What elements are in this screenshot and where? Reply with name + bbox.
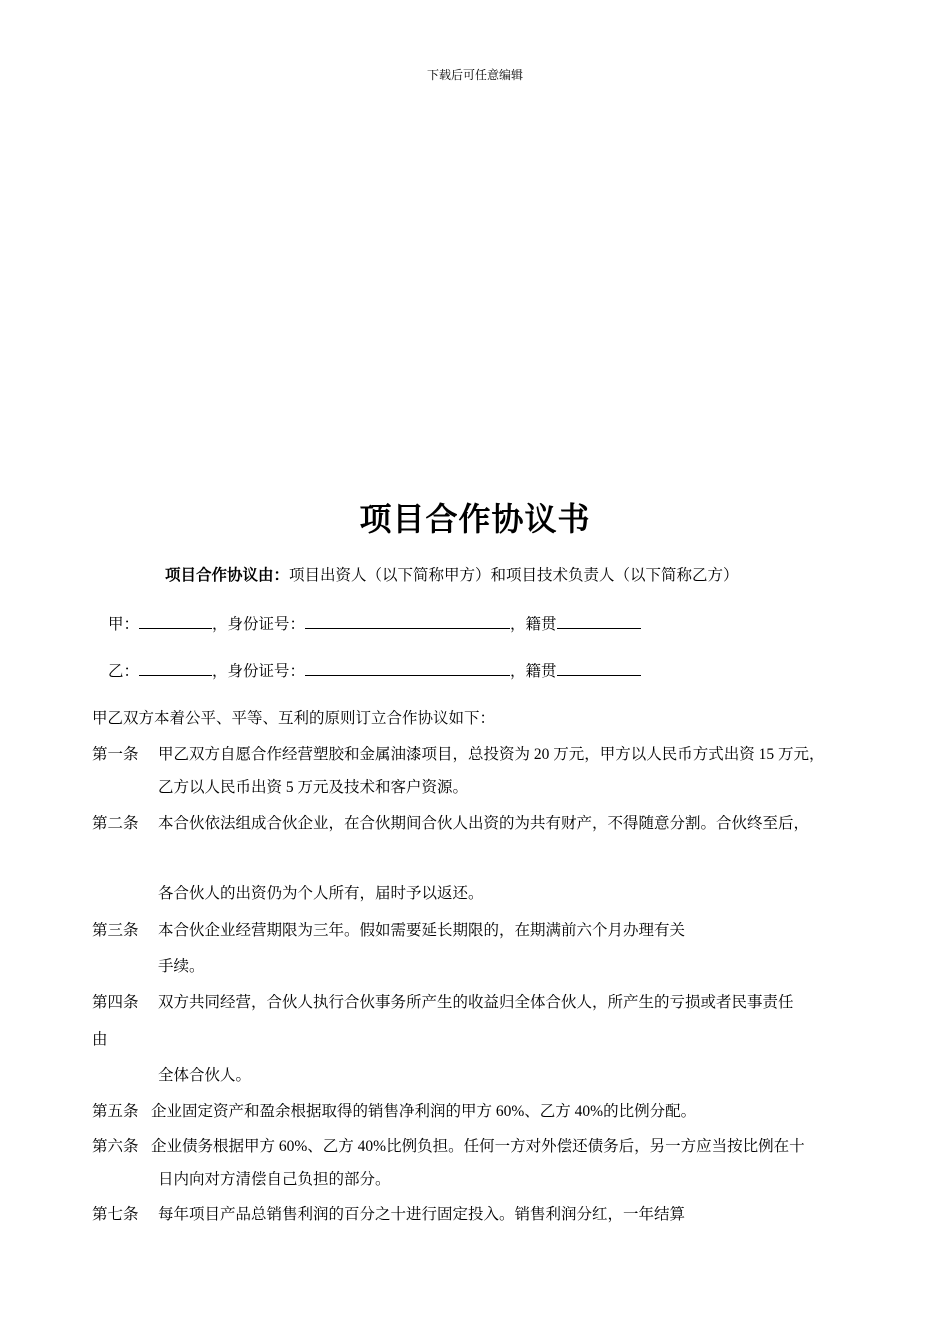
party-a-id-label: ，身份证号： (212, 616, 306, 633)
article-3-line-2: 手续。 (158, 958, 205, 975)
article-3-label: 第三条 (92, 922, 139, 939)
article-6-line-1: 企业债务根据甲方 60%、乙方 40%比例负担。任何一方对外偿还债务后，另一方应当按比例在十 (151, 1138, 805, 1155)
party-a-line (108, 613, 641, 635)
article-1-label: 第一条 (92, 746, 139, 763)
intro-line (165, 566, 739, 586)
article-6-label: 第六条 (92, 1138, 139, 1155)
party-b-name-blank[interactable] (139, 660, 212, 676)
preamble: 甲乙双方本着公平、平等、互利的原则订立合作协议如下： (92, 710, 496, 727)
party-a-native-label: ，籍贯 (510, 616, 557, 633)
article-6-line-2: 日内向对方清偿自己负担的部分。 (158, 1171, 391, 1188)
intro-lead: 项目合作协议由： (165, 567, 290, 584)
document-title: 项目合作协议书 (359, 501, 591, 537)
article-1-line-1: 甲乙双方自愿合作经营塑胶和金属油漆项目，总投资为 20 万元，甲方以人民币方式出资 15 万元， (158, 746, 825, 763)
party-a-label: 甲： (108, 616, 140, 633)
party-a-id-blank[interactable] (305, 613, 510, 629)
article-2-line-1: 本合伙依法组成合伙企业，在合伙期间合伙人出资的为共有财产，不得随意分割。合伙终至后， (158, 815, 810, 832)
party-b-label: 乙： (108, 663, 140, 680)
article-1-line-2: 乙方以人民币出资 5 万元及技术和客户资源。 (158, 779, 469, 796)
intro-text: 项目出资人（以下简称甲方）和项目技术负责人（以下简称乙方） (289, 567, 739, 584)
article-4-line-2: 全体合伙人。 (158, 1067, 252, 1084)
party-b-id-label: ，身份证号： (212, 663, 306, 680)
party-a-name-blank[interactable] (139, 613, 212, 629)
party-b-native-blank[interactable] (557, 660, 641, 676)
article-4-line-1: 双方共同经营，合伙人执行合伙事务所产生的收益归全体合伙人，所产生的亏损或者民事责任 (158, 994, 794, 1011)
party-b-id-blank[interactable] (305, 660, 510, 676)
party-b-native-label: ，籍贯 (510, 663, 557, 680)
article-4-label: 第四条 (92, 994, 139, 1011)
article-5-label: 第五条 (92, 1103, 139, 1120)
article-2-line-2: 各合伙人的出资仍为个人所有，届时予以返还。 (158, 885, 484, 902)
article-7-line-1: 每年项目产品总销售利润的百分之十进行固定投入。销售利润分红，一年结算 (158, 1206, 686, 1223)
article-4-line-1-wrap: 由 (92, 1031, 108, 1048)
article-5-line-1: 企业固定资产和盈余根据取得的销售净利润的甲方 60%、乙方 40%的比例分配。 (151, 1103, 697, 1120)
page-header: 下载后可任意编辑 (426, 68, 523, 82)
article-2-label: 第二条 (92, 815, 139, 832)
party-b-line (108, 660, 641, 682)
party-a-native-blank[interactable] (557, 613, 641, 629)
article-3-line-1: 本合伙企业经营期限为三年。假如需要延长期限的，在期满前六个月办理有关 (158, 922, 686, 939)
article-7-label: 第七条 (92, 1206, 139, 1223)
